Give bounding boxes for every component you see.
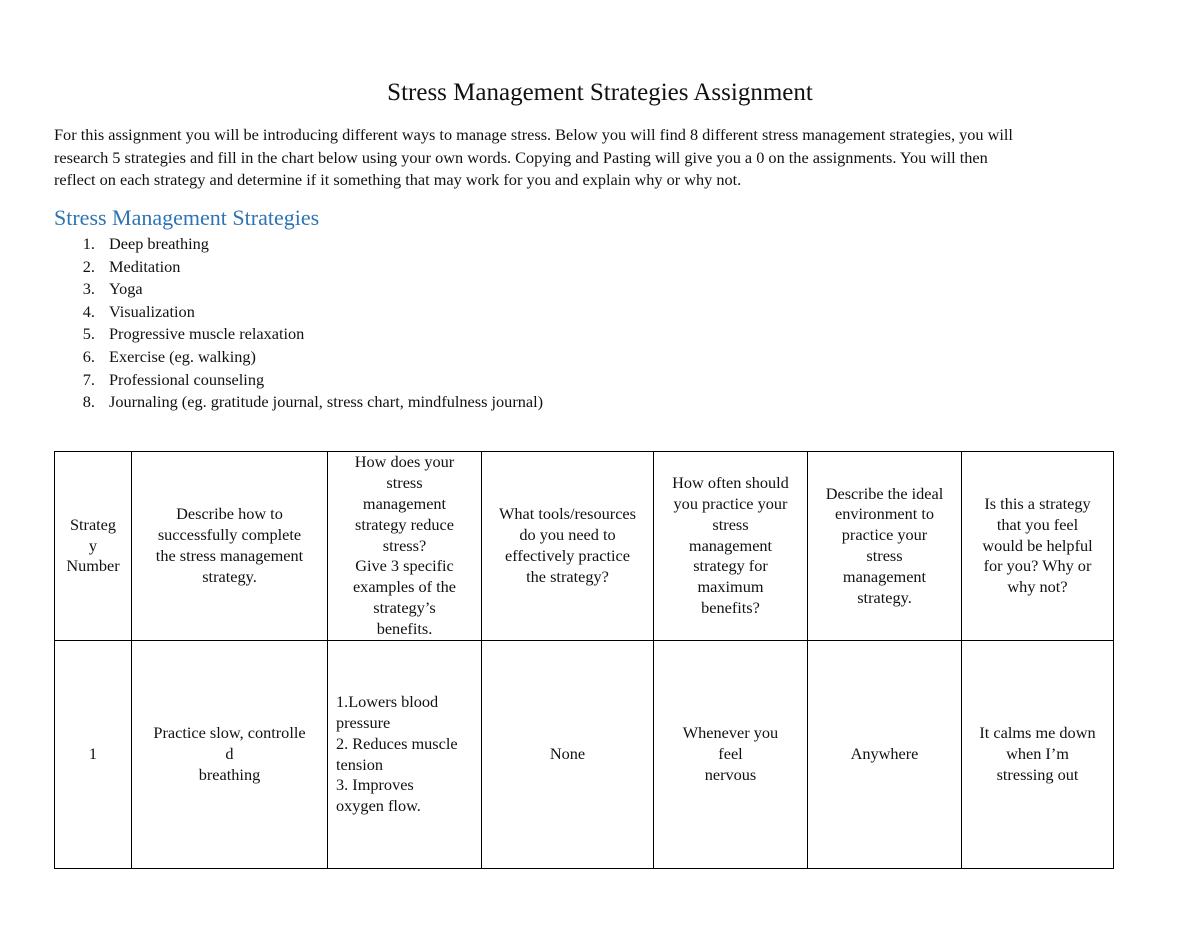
- intro-line: reflect on each strategy and determine if it something that may work for you and explain why or why not.: [54, 170, 742, 189]
- list-item-number: 8.: [82, 392, 95, 412]
- list-item: [54, 256, 543, 279]
- list-item-number: 3.: [82, 279, 95, 299]
- cell-strategy-number[interactable]: 1: [55, 641, 132, 869]
- table-row: [55, 641, 1114, 869]
- list-item: [54, 323, 543, 346]
- list-item-number: 5.: [82, 324, 95, 344]
- header-helpful-for-you: Is this a strategy that you feel would be helpful for you? Why or why not?: [962, 452, 1114, 641]
- cell-helpful-for-you[interactable]: It calms me down when I’m stressing out: [962, 641, 1114, 869]
- list-item-label: Progressive muscle relaxation: [109, 324, 305, 344]
- list-item: [54, 233, 543, 256]
- cell-how-often[interactable]: Whenever you feel nervous: [654, 641, 808, 869]
- cell-describe-how[interactable]: Practice slow, controlle d breathing: [132, 641, 328, 869]
- header-strategy-number: Strateg y Number: [55, 452, 132, 641]
- cell-how-reduce-stress[interactable]: 1.Lowers blood pressure 2. Reduces muscle tension 3. Improves oxygen flow.: [328, 641, 482, 869]
- list-item-number: 1.: [82, 234, 95, 253]
- intro-paragraph: [54, 124, 1139, 192]
- list-item-number: 2.: [82, 256, 95, 276]
- list-item: [54, 391, 543, 414]
- table-header-row: [55, 452, 1114, 641]
- header-how-often: How often should you practice your stress management strategy for maximum benefits?: [654, 452, 808, 641]
- list-item-number: 6.: [82, 346, 95, 366]
- intro-line: For this assignment you will be introducing different ways to manage stress. Below you will find 8 different stress management strategies, you will: [54, 125, 1013, 144]
- list-item-label: Deep breathing: [109, 234, 209, 253]
- list-item: [54, 301, 543, 324]
- header-ideal-environment: Describe the ideal environment to practice your stress management strategy.: [808, 452, 962, 641]
- list-item-label: Professional counseling: [109, 369, 265, 389]
- strategy-chart-table: [54, 451, 1114, 869]
- header-tools-resources: What tools/resources do you need to effectively practice the strategy?: [482, 452, 654, 641]
- list-item-label: Exercise (eg. walking): [109, 346, 256, 366]
- cell-ideal-environment[interactable]: Anywhere: [808, 641, 962, 869]
- cell-tools-resources[interactable]: None: [482, 641, 654, 869]
- list-item-label: Journaling (eg. gratitude journal, stress chart, mindfulness journal): [109, 392, 544, 412]
- list-item-number: 4.: [82, 301, 95, 321]
- page-title: Stress Management Strategies Assignment: [387, 79, 813, 106]
- list-item: [54, 369, 543, 392]
- list-item-number: 7.: [82, 369, 95, 389]
- section-heading: Stress Management Strategies: [54, 205, 320, 230]
- list-item: [54, 346, 543, 369]
- intro-line: research 5 strategies and fill in the chart below using your own words. Copying and Pasting will give you a 0 on the assignments. You will then: [54, 147, 988, 167]
- header-describe-how: Describe how to successfully complete the stress management strategy.: [132, 452, 328, 641]
- list-item: [54, 278, 543, 301]
- list-item-label: Visualization: [109, 301, 195, 321]
- header-how-reduce-stress: How does your stress management strategy reduce stress? Give 3 specific examples of the strategy’s benefits.: [328, 452, 482, 641]
- strategy-list: [54, 233, 543, 414]
- list-item-label: Meditation: [109, 256, 181, 276]
- list-item-label: Yoga: [109, 279, 143, 299]
